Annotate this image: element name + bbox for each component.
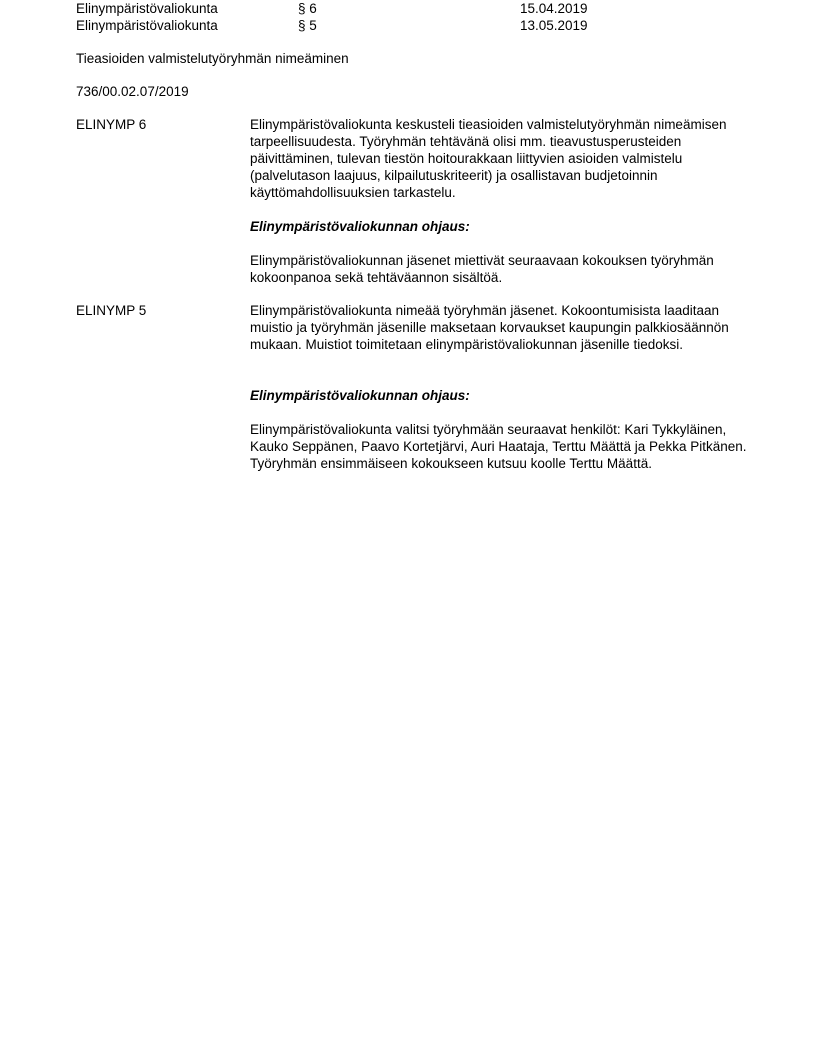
- minutes-section: [76, 116, 756, 286]
- guidance-heading: Elinympäristövaliokunnan ohjaus:: [250, 219, 470, 234]
- committee-name: Elinympäristövaliokunta: [76, 18, 218, 33]
- section-label: ELINYMP 6: [76, 117, 147, 132]
- section-body: [250, 116, 750, 286]
- guidance-text: Elinympäristövaliokunta valitsi työryhmään seuraavat henkilöt: Kari Tykkyläinen, Kauko Seppänen, Paavo Kortetjärvi, Auri Haataja, Terttu Määttä ja Pekka Pitkänen.: [250, 422, 747, 454]
- meeting-date: 13.05.2019: [520, 18, 588, 33]
- guidance-text-convener: Työryhmän ensimmäiseen kokoukseen kutsuu koolle Terttu Määttä.: [250, 456, 652, 471]
- header-row: [76, 0, 756, 17]
- document-page: [76, 0, 756, 472]
- section-text: Elinympäristövaliokunta nimeää työryhmän jäsenet. Kokoontumisista laaditaan muistio ja työryhmän jäsenille maksetaan korvaukset kaupungin palkkiosäännön mukaan. Muistiot toimitetaan elinympäristövaliokunnan jäsenille tiedoksi.: [250, 303, 729, 352]
- document-title: Tieasioiden valmistelutyöryhmän nimeäminen: [76, 51, 349, 66]
- section-text: Elinympäristövaliokunta keskusteli tieasioiden valmistelutyöryhmän nimeämisen tarpeellisuudesta. Työryhmän tehtävänä olisi mm. tieavustusperusteiden päivittäminen, tulevan tiestön hoitourakkaan liittyvien asioiden valmistelu (palvelutason laajuus, kilpailutuskriteerit) ja osallistavan budjetoinnin käyttömahdollisuuksien tarkastelu.: [250, 117, 727, 200]
- reference-number: 736/00.02.07/2019: [76, 84, 189, 99]
- header-row: [76, 17, 756, 34]
- minutes-section: [76, 302, 756, 472]
- section-number: § 5: [298, 18, 317, 33]
- guidance-text: Elinympäristövaliokunnan jäsenet miettivät seuraavaan kokouksen työryhmän kokoonpanoa sekä tehtäväannon sisältöä.: [250, 253, 714, 285]
- committee-name: Elinympäristövaliokunta: [76, 1, 218, 16]
- section-body: [250, 302, 750, 472]
- meeting-date: 15.04.2019: [520, 1, 588, 16]
- guidance-heading: Elinympäristövaliokunnan ohjaus:: [250, 388, 470, 403]
- section-label: ELINYMP 5: [76, 303, 147, 318]
- section-number: § 6: [298, 1, 317, 16]
